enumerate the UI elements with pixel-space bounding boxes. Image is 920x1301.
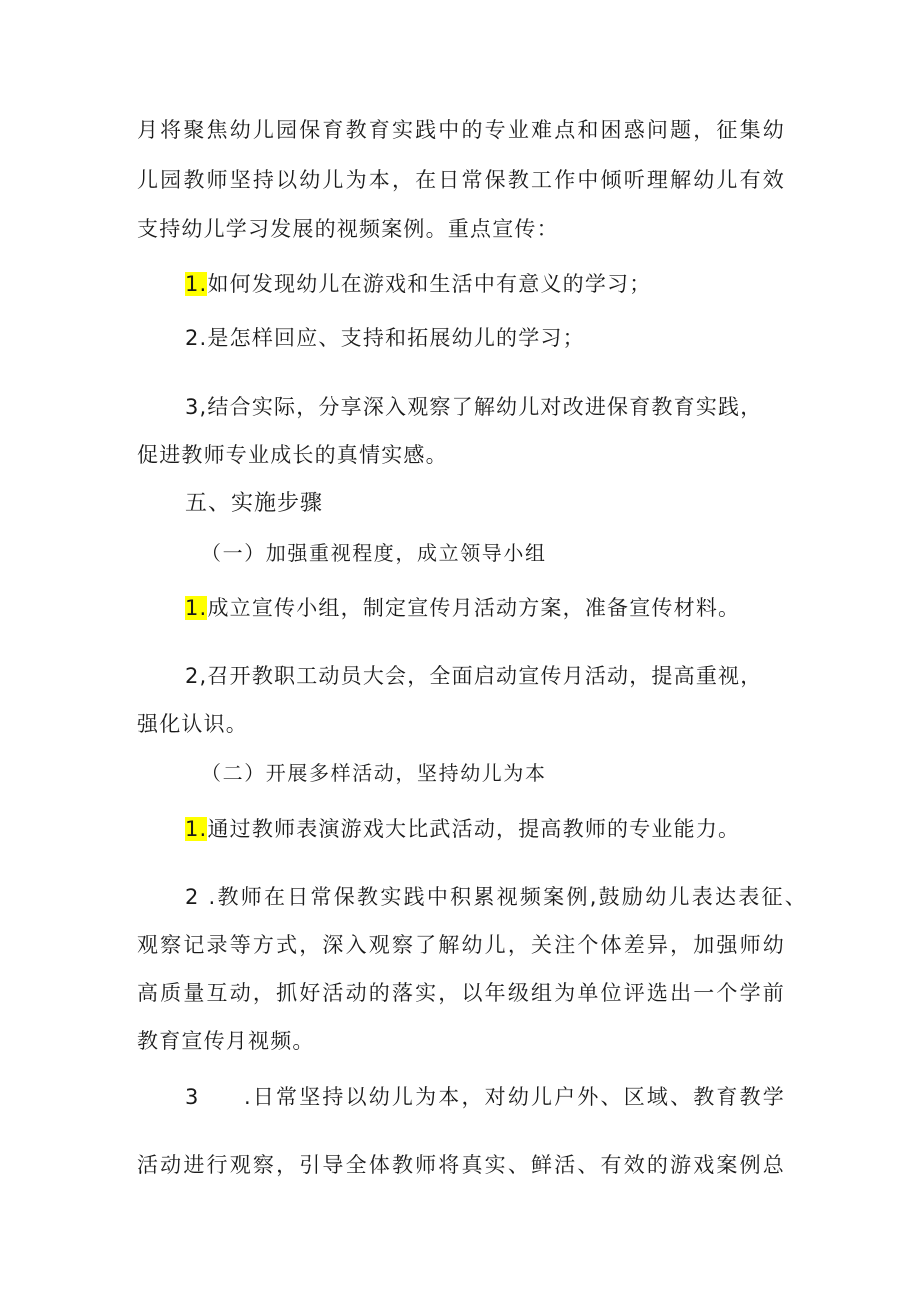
subsection-heading: （二）开展多样活动，坚持幼儿为本 xyxy=(201,761,547,785)
list-item-1 xyxy=(185,814,740,844)
list-item-text: 通过教师表演游戏大比武活动，提高教师的专业能力。 xyxy=(207,817,741,841)
list-item-text: 成立宣传小组，制定宣传月活动方案，准备宣传材料。 xyxy=(207,596,741,620)
highlighted-marker: 1. xyxy=(185,272,208,296)
paragraph-line: 促进教师专业成长的真情实感。 xyxy=(137,443,448,467)
list-item-1 xyxy=(185,269,651,299)
subsection-heading: （一）加强重视程度，成立领导小组 xyxy=(201,541,547,565)
list-item-1 xyxy=(185,593,740,623)
list-item-3: .日常坚持以幼儿为本，对幼儿户外、区域、教育教学 xyxy=(244,1085,785,1109)
list-item-2: 2 .教师在日常保教实践中积累视频案例,鼓励幼儿表达表征、 xyxy=(185,885,807,909)
paragraph-line: 高质量互动，抓好活动的落实，以年级组为单位评选出一个学前 xyxy=(137,981,785,1005)
list-item-3-number: 3 xyxy=(185,1085,200,1109)
list-item-2: 2,召开教职工动员大会，全面启动宣传月活动，提高重视， xyxy=(185,664,763,688)
highlighted-marker: 1. xyxy=(185,596,208,620)
paragraph-line: 观察记录等方式，深入观察了解幼儿，关注个体差异，加强师幼 xyxy=(137,933,785,957)
paragraph-line: 活动进行观察，引导全体教师将真实、鲜活、有效的游戏案例总 xyxy=(137,1153,785,1177)
paragraph-line: 儿园教师坚持以幼儿为本，在日常保教工作中倾听理解幼儿有效 xyxy=(137,168,785,192)
paragraph-line: 月将聚焦幼儿园保育教育实践中的专业难点和困惑问题，征集幼 xyxy=(137,118,785,142)
paragraph-line: 教育宣传月视频。 xyxy=(137,1029,315,1053)
paragraph-line: 支持幼儿学习发展的视频案例。重点宣传： xyxy=(137,217,559,241)
highlighted-marker: 1. xyxy=(185,817,208,841)
section-heading: 五、实施步骤 xyxy=(185,491,324,516)
list-item-3: 3,结合实际，分享深入观察了解幼儿对改进保育教育实践， xyxy=(185,395,763,419)
list-item-2: 2.是怎样回应、支持和拓展幼儿的学习； xyxy=(185,326,585,350)
list-item-text: 如何发现幼儿在游戏和生活中有意义的学习； xyxy=(207,272,652,296)
paragraph-line: 强化认识。 xyxy=(137,712,248,736)
